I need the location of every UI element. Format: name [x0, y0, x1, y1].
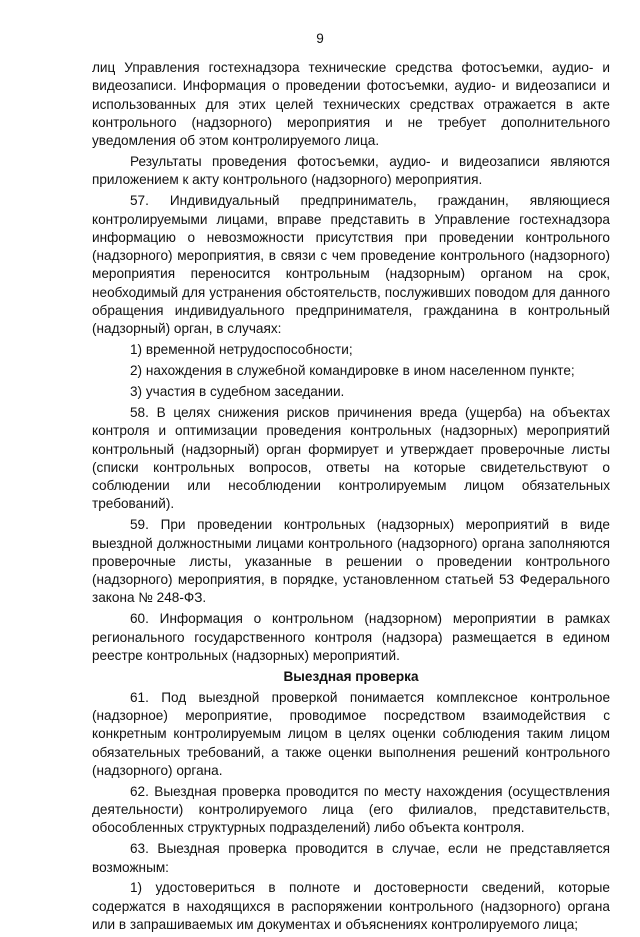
- paragraph-59: 59. При проведении контрольных (надзорных) мероприятий в виде выездной должностными лицами контрольного (надзорного) органа заполняются проверочные листы, указанные в решении о проведении контрольного (надзорного) мероприятия, в порядке, установленном статьей 53 Федерального закона № 248-ФЗ.: [92, 517, 610, 606]
- paragraph-60: 60. Информация о контрольном (надзорном) мероприятии в рамках регионального государственного контроля (надзора) размещается в едином реестре контрольных (надзорных) мероприятий.: [92, 611, 610, 663]
- paragraph-63: 63. Выездная проверка проводится в случае, если не представляется возможным:: [92, 841, 610, 875]
- list-item-57-3: 3) участия в судебном заседании.: [130, 384, 345, 400]
- document-body: [92, 59, 610, 937]
- paragraph-62: 62. Выездная проверка проводится по месту нахождения (осуществления деятельности) контролируемого лица (его филиалов, представительств, обособленных структурных подразделений) либо объекта контроля.: [92, 783, 610, 836]
- list-item-57-1: 1) временной нетрудоспособности;: [130, 342, 353, 358]
- paragraph-photo-results: Результаты проведения фотосъемки, аудио- и видеозаписи являются приложением к акту контрольного (надзорного) мероприятия.: [92, 154, 610, 188]
- paragraph-continuation: лиц Управления гостехнадзора технические средства фотосъемки, аудио- и видеозаписи. Информация о проведении фотосъемки, аудио- и видеозаписи и использованных для этих целей технических средствах отражается в акте контрольного (надзорного) мероприятия и не требует дополнительного уведомления об этом контролируемого лица.: [92, 60, 610, 149]
- paragraph-57: 57. Индивидуальный предприниматель, гражданин, являющиеся контролируемыми лицами, вправе представить в Управление гостехнадзора информацию о невозможности присутствия при проведении контрольного (надзорного) мероприятия, в связи с чем проведение контрольного (надзорного) мероприятия переносится контрольным (надзорным) органом на срок, необходимый для устранения обстоятельств, послуживших поводом для данного обращения индивидуального предпринимателя, гражданина в контрольный (надзорный) орган, в случаях:: [92, 193, 610, 337]
- paragraph-58: 58. В целях снижения рисков причинения вреда (ущерба) на объектах контроля и оптимизации проведения контрольных (надзорных) мероприятий контрольный (надзорный) орган формирует и утверждает проверочные листы (списки контрольных вопросов, ответы на которые свидетельствуют о соблюдении или несоблюдении контролируемым лицом обязательных требований).: [92, 404, 610, 512]
- paragraph-61: 61. Под выездной проверкой понимается комплексное контрольное (надзорное) мероприятие, проводимое посредством взаимодействия с конкретным контролируемым лицом в целях оценки соблюдения таким лицом обязательных требований, а также оценки выполнения решений контрольного (надзорного) органа.: [92, 689, 610, 778]
- section-heading: Выездная проверка: [283, 668, 419, 684]
- list-item-57-2: 2) нахождения в служебной командировке в ином населенном пункте;: [130, 363, 575, 379]
- page-number: 9: [316, 31, 324, 46]
- list-item-63-1: 1) удостовериться в полноте и достоверности сведений, которые содержатся в находящихся в распоряжении контрольного (надзорного) органа или в запрашиваемых им документах и объяснениях контролируемого лица;: [92, 880, 610, 933]
